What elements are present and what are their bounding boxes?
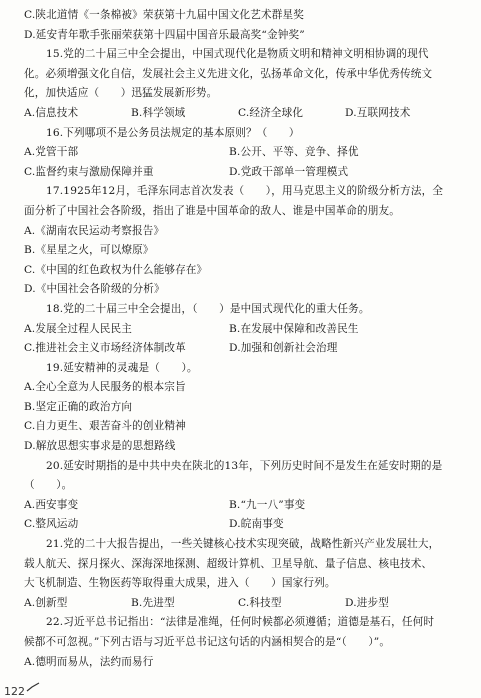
option-c: C.《中国的红色政权为什么能够存在》 — [24, 263, 208, 276]
question-15-options — [24, 104, 463, 124]
question-22-stem: 候都不可忽视。”下列古语与习近平总书记这句话的内涵相契合的是“（ ）”。 — [24, 636, 391, 648]
option-c: C.自力更生、艰苦奋斗的创业精神 — [24, 420, 186, 433]
question-21-stem: 载人航天、探月探火、深海深地探测、超级计算机、卫星导航、量子信息、核电技术、 — [24, 557, 433, 570]
option-d: D.进步型 — [345, 596, 390, 609]
question-16-stem: 16.下列哪项不是公务员法规定的基本原则？（ ） — [46, 126, 300, 139]
option-c: C.推进社会主义市场经济体制改革 — [24, 342, 186, 355]
option-a: A.西安事变 — [24, 498, 79, 511]
question-15-stem: 15.党的二十届三中全会提出，中国式现代化是物质文明和精神文明相协调的现代 — [46, 48, 429, 61]
question-20-stem: 20.延安时期指的是中共中央在陕北的13年，下列历史时间不是发生在延安时期的是 — [46, 459, 443, 472]
option-a: A.党管干部 — [24, 146, 79, 159]
page-number: 122 — [4, 685, 25, 698]
option-d: D.解放思想实事求是的思想路线 — [24, 440, 176, 453]
option-b: B.先进型 — [131, 596, 175, 609]
option-a: A.德明而易从，法约而易行 — [24, 655, 154, 668]
option-line: D.延安青年歌手张丽荣获第十四届中国音乐最高奖“金钟奖” — [24, 28, 305, 41]
question-18-options-row1 — [24, 320, 463, 340]
option-a: A.创新型 — [24, 596, 68, 609]
option-b: B.坚定正确的政治方向 — [24, 400, 133, 413]
question-18-options-row2 — [24, 339, 463, 359]
option-c: C.监督约束与激励保障并重 — [24, 165, 154, 178]
question-19-stem: 19.延安精神的灵魂是（ ）。 — [46, 361, 198, 374]
option-c: C.科技型 — [238, 596, 282, 609]
option-d: D.皖南事变 — [229, 518, 284, 531]
option-a: A.《湖南农民运动考察报告》 — [24, 224, 165, 237]
option-a: A.全心全意为人民服务的根本宗旨 — [24, 381, 186, 394]
question-15-stem: 化。必须增强文化自信，发展社会主义先进文化，弘扬革命文化，传承中华优秀传统文 — [24, 67, 433, 80]
option-line: C.陕北道情《一条棉被》荣获第十九届中国文化艺术群星奖 — [24, 9, 304, 21]
option-d: D.加强和创新社会治理 — [229, 342, 338, 355]
option-d: D.《中国社会各阶级的分析》 — [24, 283, 165, 296]
question-16-options-row2 — [24, 163, 463, 183]
question-20-stem: （ ）。 — [24, 479, 73, 492]
option-b: B.在发展中保障和改善民生 — [229, 322, 359, 335]
option-b: B.“九一八”事变 — [229, 498, 306, 511]
question-21-stem: 21.党的二十大报告提出，一些关键核心技术实现突破，战略性新兴产业发展壮大， — [46, 538, 440, 551]
question-16-options-row1 — [24, 143, 463, 163]
option-b: B.《星星之火，可以燎原》 — [24, 244, 154, 257]
option-d: D.互联网技术 — [345, 106, 411, 119]
option-c: C.经济全球化 — [238, 106, 304, 119]
question-18-stem: 18.党的二十届三中全会提出，（ ）是中国式现代化的重大任务。 — [46, 302, 370, 315]
question-17-stem: 面分析了中国社会各阶级，指出了谁是中国革命的敌人、谁是中国革命的朋友。 — [24, 204, 401, 217]
question-17-stem: 17.1925年12月，毛泽东同志首次发表（ ），用马克思主义的阶级分析方法，全 — [46, 185, 444, 198]
option-b: B.公开、平等、竞争、择优 — [229, 146, 359, 159]
question-22-stem: 22.习近平总书记指出：“法律是准绳，任何时候都必须遵循；道德是基石，任何时 — [46, 616, 435, 629]
question-20-options-row2 — [24, 515, 463, 535]
question-21-options — [24, 594, 463, 614]
option-c: C.整风运动 — [24, 518, 79, 531]
option-d: D.党政干部单一管理模式 — [229, 165, 349, 178]
question-15-stem: 化，加快适应（ ）迅猛发展新形势。 — [24, 87, 218, 100]
option-a: A.发展全过程人民民主 — [24, 322, 133, 335]
option-a: A.信息技术 — [24, 106, 79, 119]
question-20-options-row1 — [24, 496, 463, 516]
option-b: B.科学领域 — [131, 106, 186, 119]
question-21-stem: 大飞机制造、生物医药等取得重大成果，进入（ ）国家行列。 — [24, 577, 336, 590]
pen-mark-icon — [26, 682, 40, 692]
